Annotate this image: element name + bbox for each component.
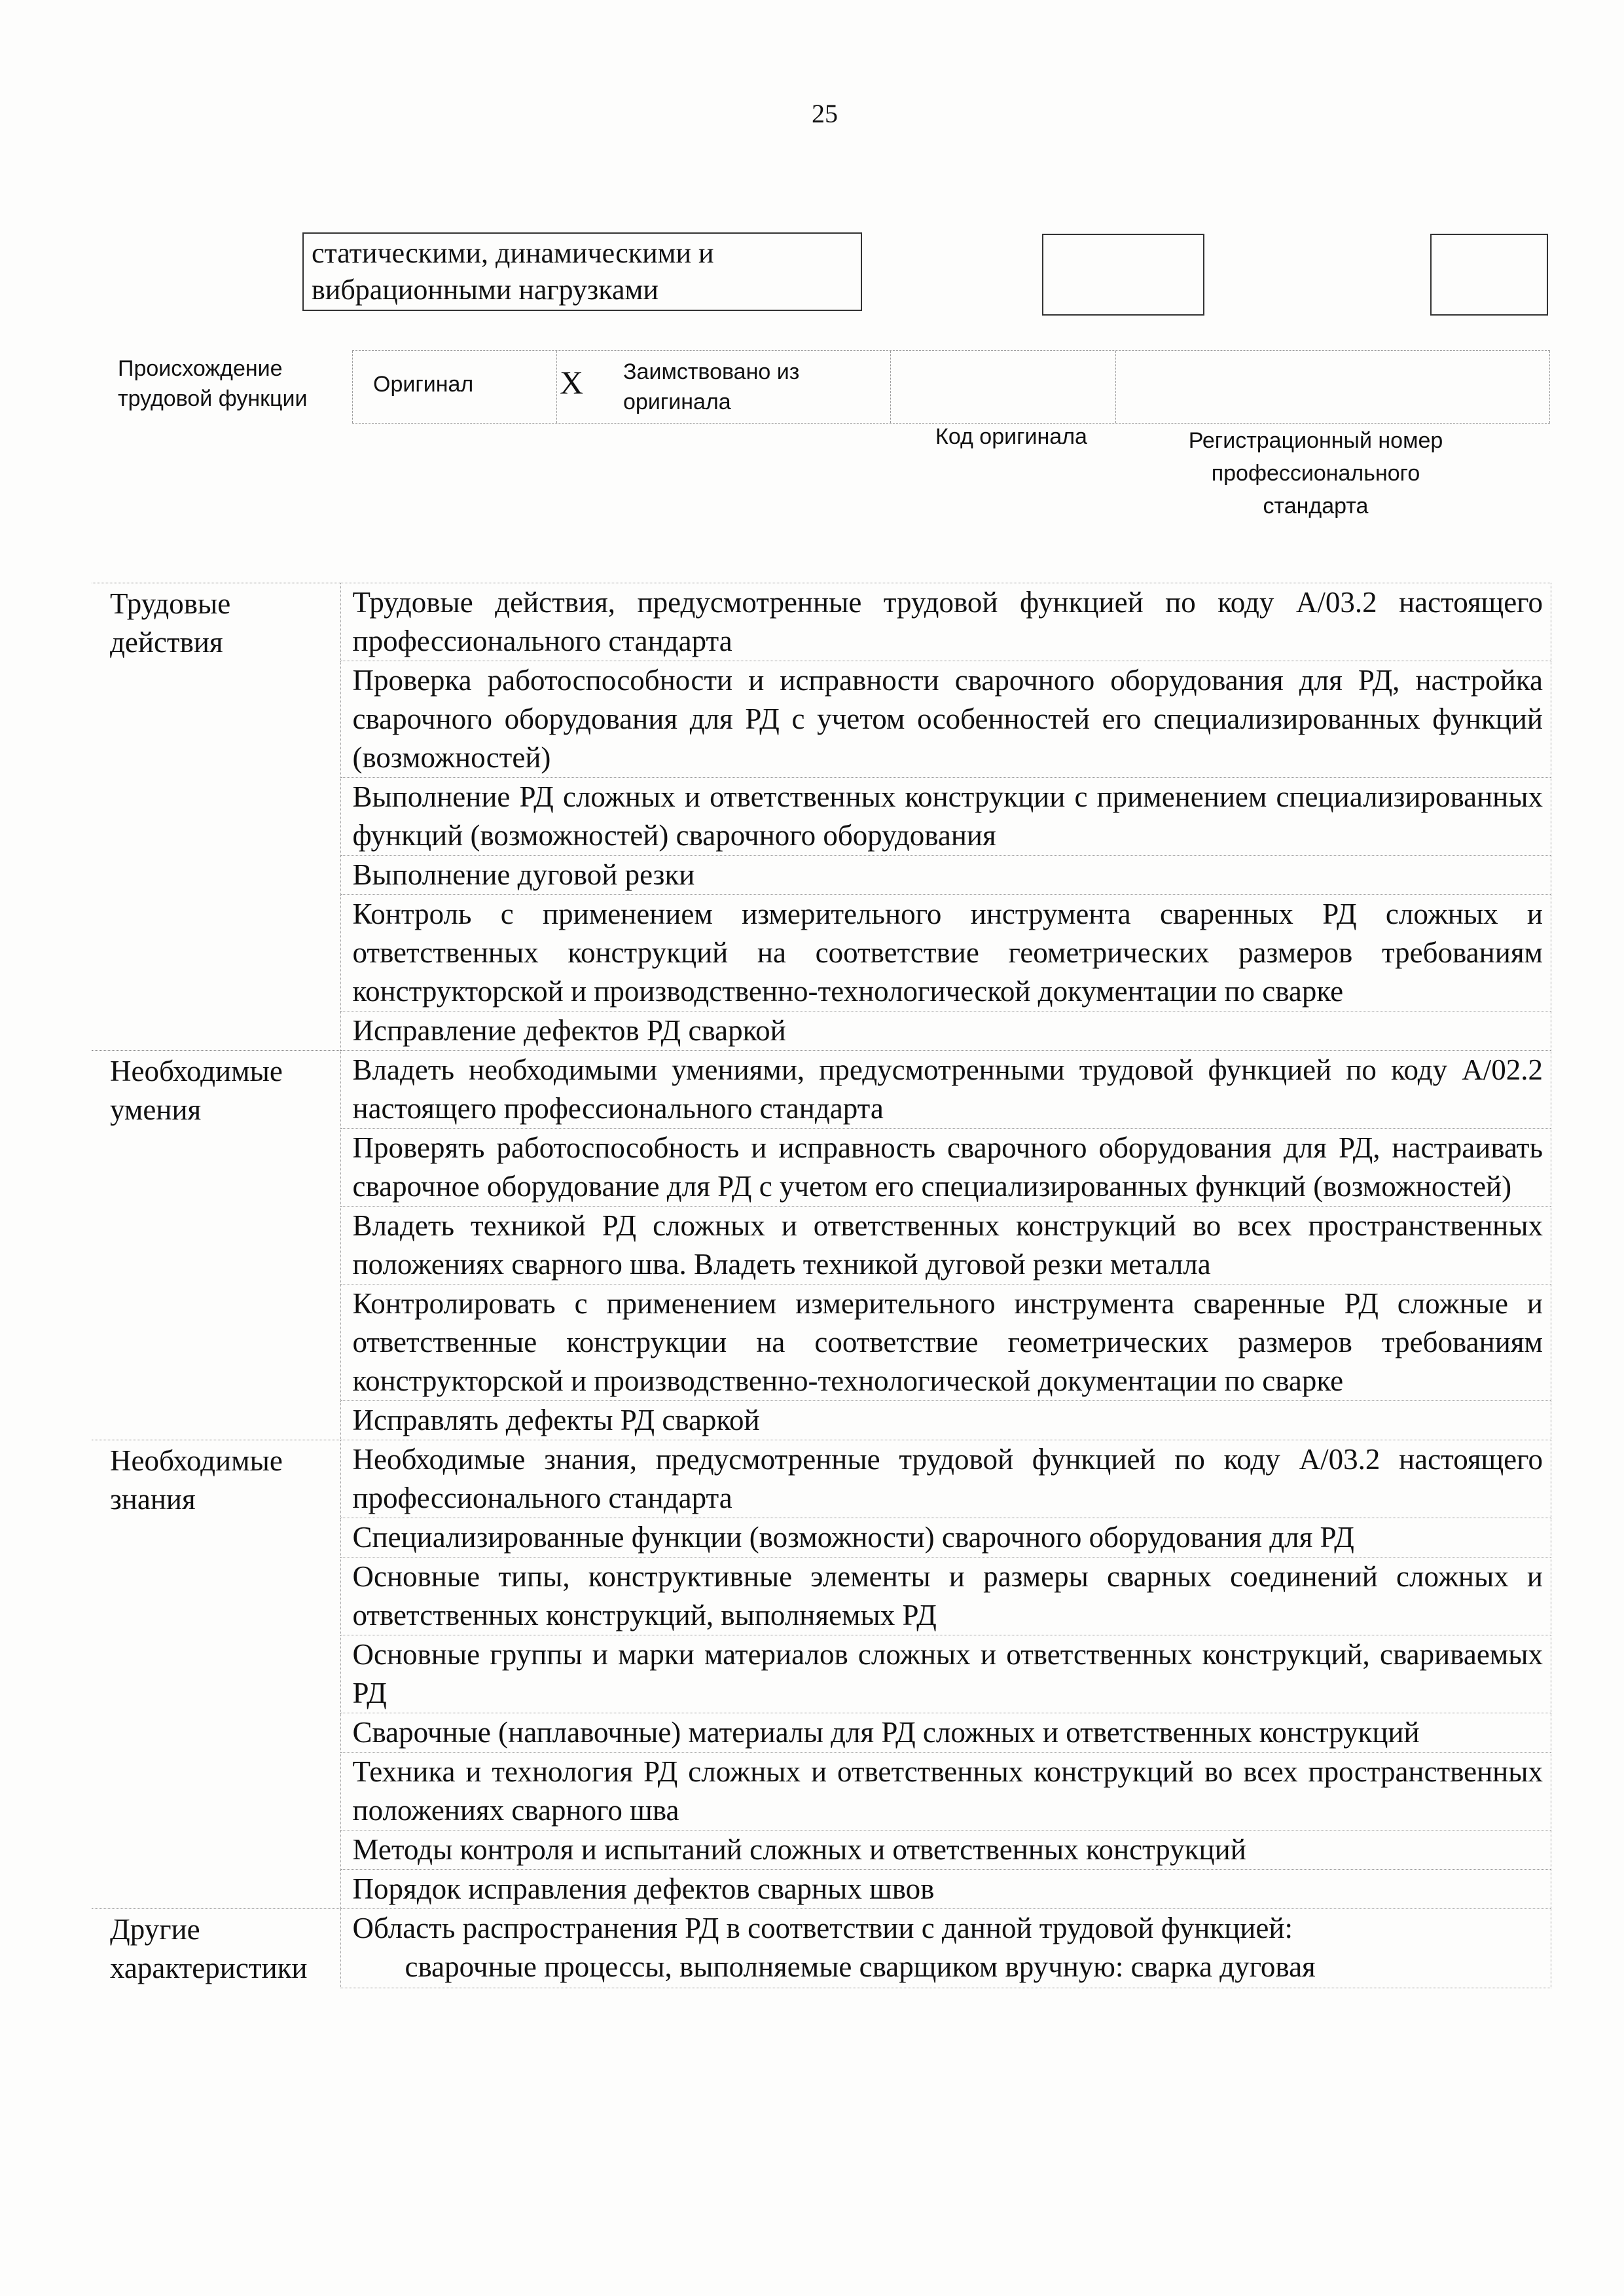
knowledge-section-label: Необходимые знания: [92, 1440, 340, 1909]
skills-item: Проверять работоспособность и исправность сварочного оборудования для РД, настраивать сварочное оборудование для РД с учетом его специализированных функций (возможностей): [340, 1129, 1551, 1207]
other-line-2: сварочные процессы, выполняемые сварщиком вручную: сварка дуговая: [405, 1950, 1316, 1983]
table-row: [92, 1051, 1551, 1129]
table-row: [92, 1440, 1551, 1518]
actions-item: Выполнение РД сложных и ответственных конструкции с применением специализированных функций (возможностей) сварочного оборудования: [340, 778, 1551, 856]
knowledge-item: Основные типы, конструктивные элементы и размеры сварных соединений сложных и ответственных конструкций, выполняемых РД: [340, 1558, 1551, 1635]
other-section-label: Другие характеристики: [92, 1909, 340, 1988]
origin-cell-code: [890, 351, 1106, 423]
skills-item: Владеть необходимыми умениями, предусмотренными трудовой функцией по коду А/02.2 настоящего профессионального стандарта: [340, 1051, 1551, 1129]
empty-level-box: [1430, 234, 1548, 316]
origin-original-label: Оригинал: [373, 372, 474, 397]
other-line-1: Область распространения РД в соответствии с данной трудовой функцией:: [352, 1912, 1293, 1944]
actions-item: Выполнение дуговой резки: [340, 856, 1551, 895]
origin-borrowed-label: Заимствовано из оригинала: [623, 359, 800, 414]
knowledge-item: Специализированные функции (возможности) сварочного оборудования для РД: [340, 1518, 1551, 1558]
empty-code-box: [1042, 234, 1204, 316]
other-item: [340, 1909, 1551, 1988]
actions-item: Трудовые действия, предусмотренные трудовой функцией по коду А/03.2 настоящего профессионального стандарта: [340, 583, 1551, 661]
actions-item: Исправление дефектов РД сваркой: [340, 1011, 1551, 1051]
table-row: [92, 1909, 1551, 1988]
header-title-box: статическими, динамическими и вибрационными нагрузками: [302, 232, 862, 311]
skills-section-label: Необходимые умения: [92, 1051, 340, 1440]
knowledge-item: Сварочные (наплавочные) материалы для РД сложных и ответственных конструкций: [340, 1713, 1551, 1753]
page-number: 25: [812, 99, 838, 128]
origin-label: Происхождение трудовой функции: [118, 356, 308, 411]
table-row: [92, 583, 1551, 661]
origin-code-label: Код оригинала: [935, 424, 1087, 449]
skills-item: Владеть техникой РД сложных и ответственных конструкций во всех пространственных положениях сварного шва. Владеть техникой дуговой резки металла: [340, 1207, 1551, 1285]
actions-item: Проверка работоспособности и исправности сварочного оборудования для РД, настройка сварочного оборудования для РД с учетом особенностей его специализированных функций (возможностей): [340, 661, 1551, 778]
actions-item: Контроль с применением измерительного инструмента сваренных РД сложных и ответственных конструкций на соответствие геометрических размеров требованиям конструкторской и производственно-технологической документации по сварке: [340, 895, 1551, 1011]
knowledge-item: Основные группы и марки материалов сложных и ответственных конструкций, свариваемых РД: [340, 1635, 1551, 1713]
origin-original-mark: X: [560, 364, 584, 401]
knowledge-item: Методы контроля и испытаний сложных и ответственных конструкций: [340, 1831, 1551, 1870]
skills-item: Исправлять дефекты РД сваркой: [340, 1401, 1551, 1440]
skills-item: Контролировать с применением измерительного инструмента сваренные РД сложные и ответственные конструкции на соответствие геометрических размеров требованиям конструкторской и производственно-технологической документации по сварке: [340, 1285, 1551, 1401]
origin-table: [352, 350, 1550, 424]
origin-cell-reg-number: [1115, 351, 1550, 423]
knowledge-item: Техника и технология РД сложных и ответственных конструкций во всех пространственных положениях сварного шва: [340, 1753, 1551, 1831]
actions-section-label: Трудовые действия: [92, 583, 340, 1051]
knowledge-item: Необходимые знания, предусмотренные трудовой функцией по коду А/03.2 настоящего профессионального стандарта: [340, 1440, 1551, 1518]
function-characteristics-table: [92, 583, 1551, 1988]
knowledge-item: Порядок исправления дефектов сварных швов: [340, 1870, 1551, 1909]
origin-reg-number-label: Регистрационный номер профессионального стандарта: [1188, 428, 1443, 519]
